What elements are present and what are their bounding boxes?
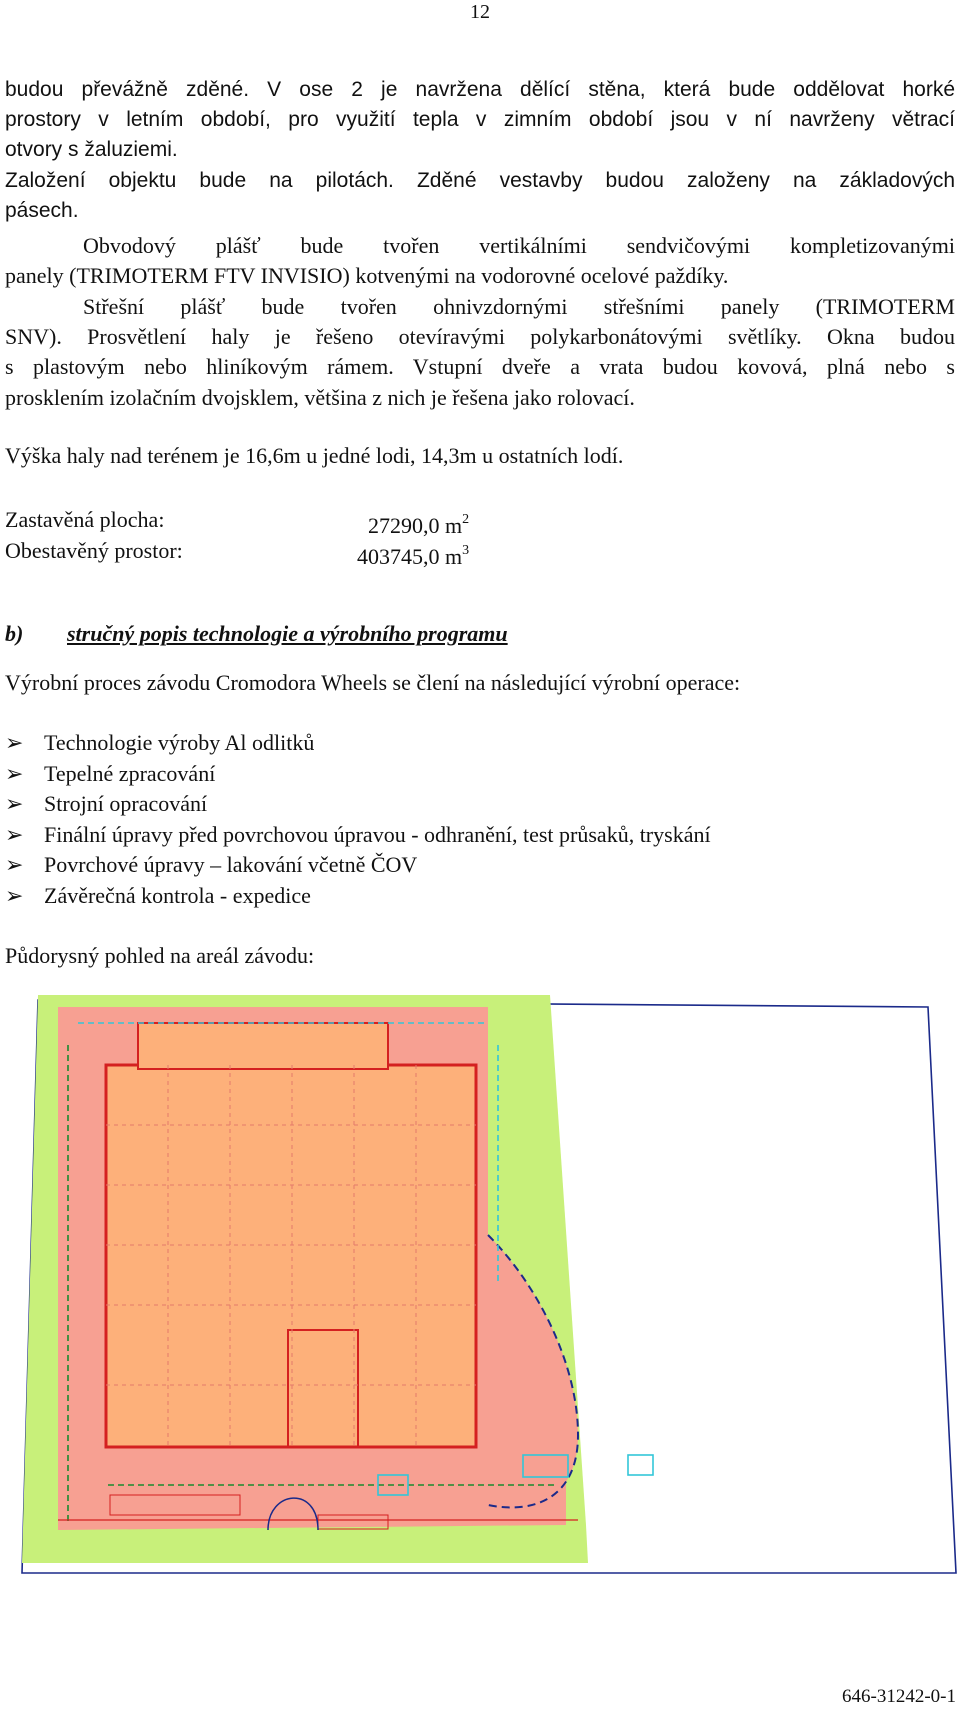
list-item: ➢ Povrchové úpravy – lakování včetně ČOV	[5, 850, 711, 881]
stat-label: Zastavěná plocha:	[5, 507, 165, 532]
stat-value: 403745,0 $m^3$	[357, 543, 470, 569]
paragraph-line: s plastovým nebo hliníkovým rámem. Vstupní dveře a vrata budou kovová, plná nebo s	[5, 354, 955, 379]
page-number: 12	[470, 1, 490, 23]
paragraph-line: Výška haly nad terénem je 16,6m u jedné lodi, 14,3m u ostatních lodí.	[5, 443, 624, 468]
section-heading	[5, 621, 508, 647]
document-code: 646-31242-0-1	[842, 1686, 956, 1707]
arrow-bullet-icon: ➢	[5, 882, 24, 908]
list-item: ➢ Strojní opracování	[5, 789, 711, 820]
stat-row-built-area	[5, 505, 470, 538]
paragraph-line: SNV). Prosvětlení haly je řešeno otevíravými polykarbonátovými světlíky. Okna budou	[5, 324, 955, 349]
paragraph-line: otvory s žaluziemi.	[5, 138, 178, 161]
paragraph-line: Obvodový plášť bude tvořen vertikálními sendvičovými kompletizovanými	[83, 233, 955, 258]
paragraph-line: pásech.	[5, 199, 79, 222]
paragraph-line: Střešní plášť bude tvořen ohnivzdornými střešními panely (TRIMOTERM	[83, 294, 955, 319]
list-item: ➢ Technologie výroby Al odlitků	[5, 728, 711, 759]
list-item: ➢ Tepelné zpracování	[5, 759, 711, 790]
stat-row-volume	[5, 536, 470, 569]
list-item: ➢ Závěrečná kontrola - expedice	[5, 881, 711, 912]
paragraph-line: panely (TRIMOTERM FTV INVISIO) kotvenými na vodorovné ocelové paždíky.	[5, 263, 729, 288]
plan-caption: Půdorysný pohled na areál závodu:	[5, 943, 315, 968]
stat-value: 27290,0 $m^2$	[368, 512, 470, 538]
paragraph-line: budou převážně zděné. V ose 2 je navržena dělící stěna, která bude oddělovat horké	[5, 78, 955, 101]
paragraph-line: Založení objektu bude na pilotách. Zděné vestavby budou založeny na základových	[5, 169, 955, 192]
production-hall	[106, 1065, 476, 1447]
list-item: ➢ Finální úpravy před povrchovou úpravou - odhranění, test průsaků, tryskání	[5, 820, 711, 851]
arrow-bullet-icon: ➢	[5, 821, 24, 847]
section-intro: Výrobní proces závodu Cromodora Wheels se člení na následující výrobní operace:	[5, 670, 741, 695]
section-letter: b)	[5, 621, 24, 646]
site-plan-drawing	[18, 985, 958, 1580]
stat-label: Obestavěný prostor:	[5, 538, 183, 563]
section-title: stručný popis technologie a výrobního programu	[67, 621, 508, 646]
arrow-bullet-icon: ➢	[5, 791, 24, 816]
arrow-bullet-icon: ➢	[5, 852, 24, 877]
paragraph-line: prostory v letním období, pro využití tepla v zimním období jsou v ní navrženy větrací	[5, 108, 955, 131]
arrow-bullet-icon: ➢	[5, 730, 24, 755]
paragraph-line: prosklením izolačním dvojsklem, většina z nich je řešena jako rolovací.	[5, 385, 635, 410]
operations-list	[5, 728, 711, 911]
arrow-bullet-icon: ➢	[5, 760, 24, 786]
hall-annex-north	[138, 1023, 388, 1069]
